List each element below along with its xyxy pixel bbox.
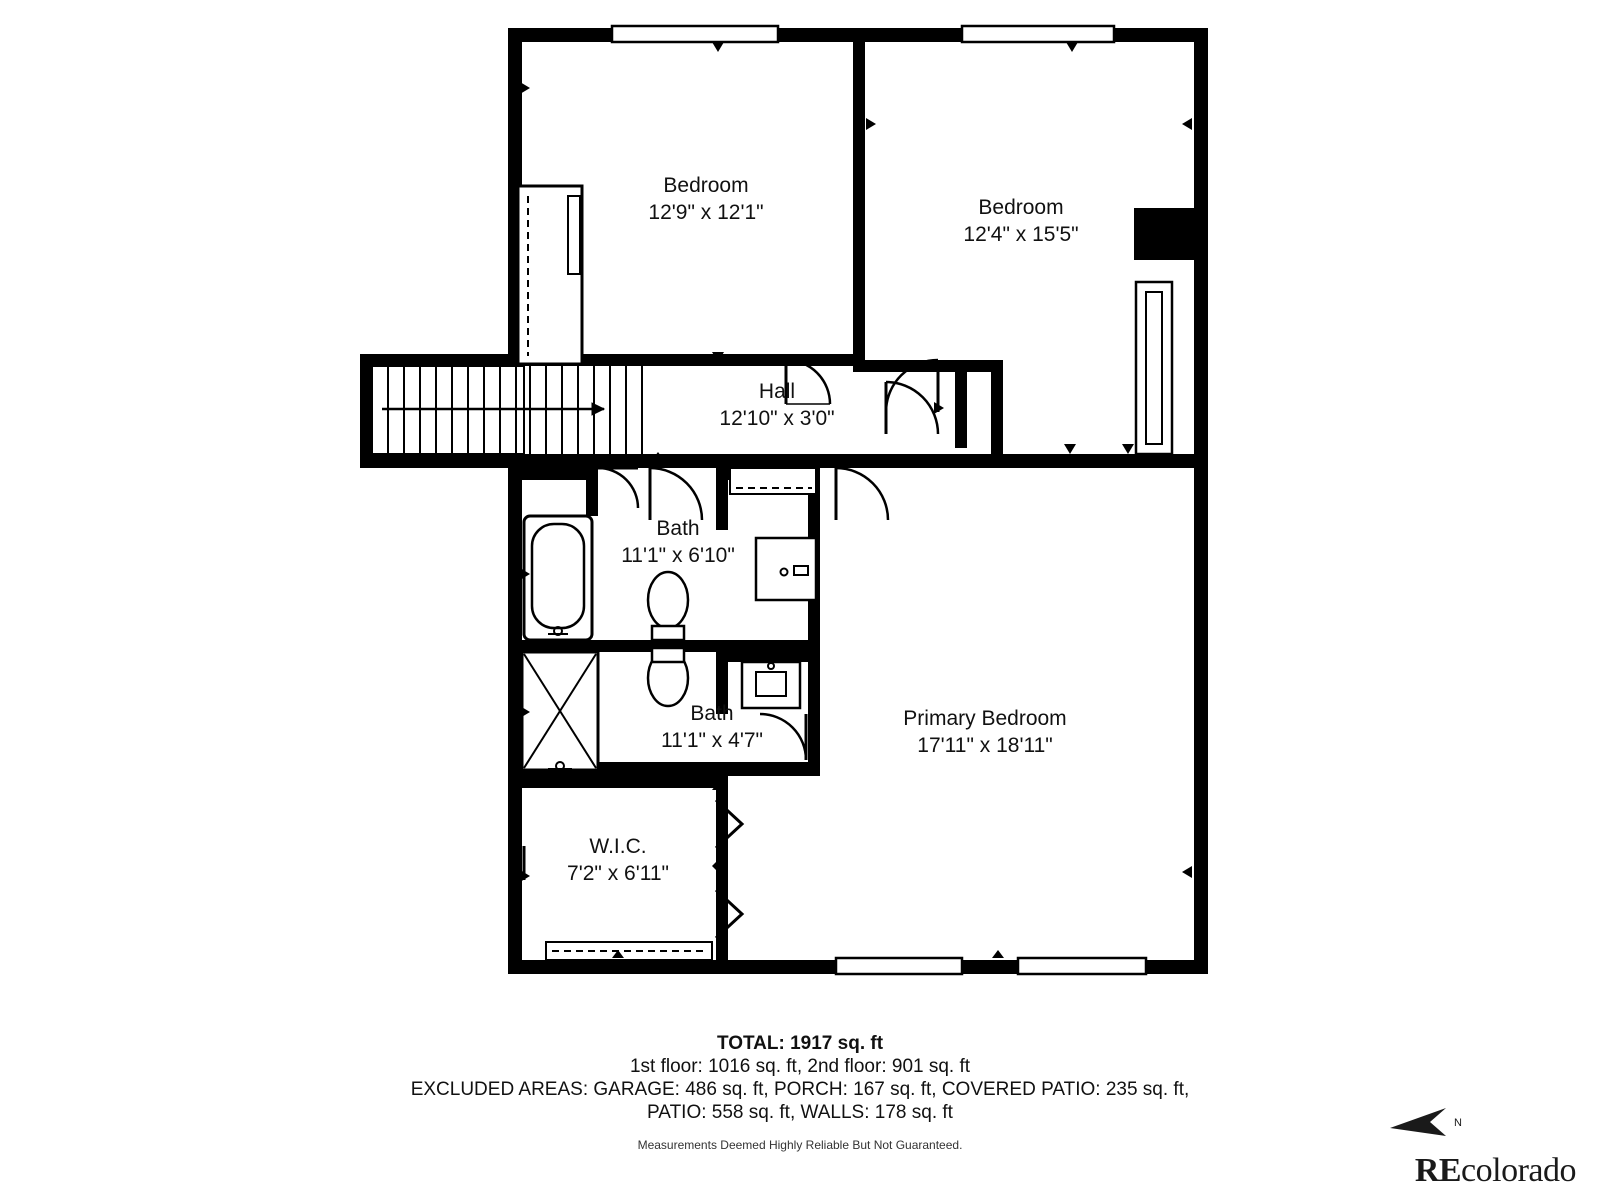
exterior-walls <box>360 28 1208 974</box>
room-label-wic: W.I.C. 7'2" x 6'11" <box>567 835 669 885</box>
windows <box>612 26 1172 974</box>
room-label-primary-bedroom: Primary Bedroom 17'11" x 18'11" <box>903 707 1067 757</box>
room-label-hall: Hall 12'10" x 3'0" <box>719 380 835 430</box>
floor-breakdown-text: 1st floor: 1016 sq. ft, 2nd floor: 901 sq. ft <box>629 1056 971 1077</box>
excluded-areas-line-2: PATIO: 558 sq. ft, WALLS: 178 sq. ft <box>647 1102 953 1123</box>
disclaimer-text: Measurements Deemed Highly Reliable But Not Guaranteed. <box>637 1138 963 1152</box>
total-area-text: TOTAL: 1917 sq. ft <box>716 1033 884 1054</box>
excluded-areas-line-1: EXCLUDED AREAS: GARAGE: 486 sq. ft, PORCH: 167 sq. ft, COVERED PATIO: 235 sq. ft, <box>410 1079 1190 1100</box>
branding-block <box>1356 1100 1576 1190</box>
north-arrow-icon <box>1350 1092 1570 1152</box>
svg-text:N: N <box>1454 1117 1462 1129</box>
room-label-bedroom-2: Bedroom 12'4" x 15'5" <box>963 196 1079 246</box>
room-label-bath-1: Bath 11'1" x 6'10" <box>621 517 735 567</box>
room-label-bath-2: Bath 11'1" x 4'7" <box>661 702 763 752</box>
room-label-bedroom-1: Bedroom 12'9" x 12'1" <box>648 174 764 224</box>
recolorado-logo: REcolorado <box>1414 1152 1576 1189</box>
